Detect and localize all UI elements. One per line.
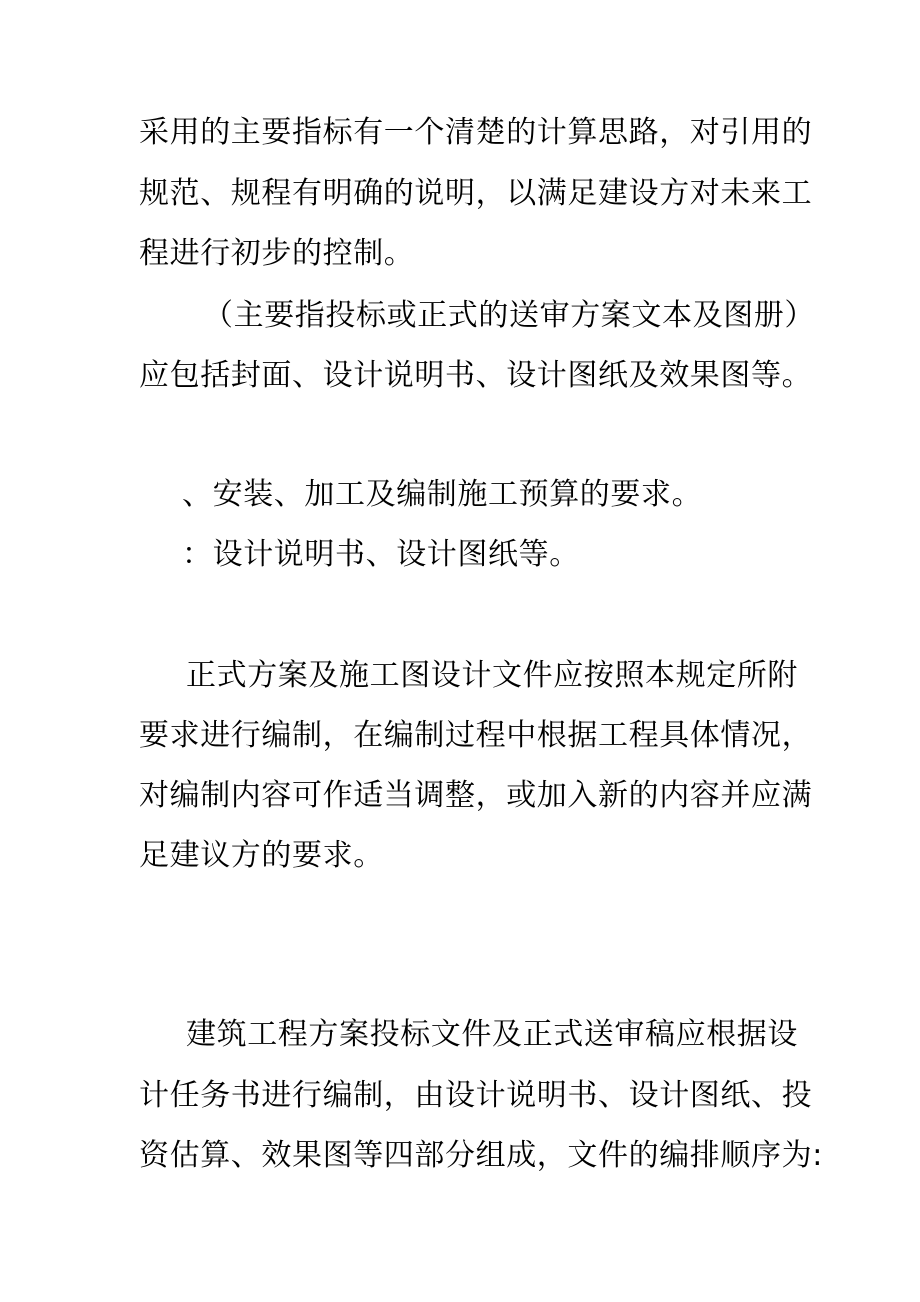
paragraph-2-line-1: （主要指投标或正式的送审方案文本及图册） <box>203 298 815 333</box>
paragraph-5-line-3: 资估算、效果图等四部分组成，文件的编排顺序为: <box>139 1138 823 1173</box>
paragraph-4-line-4: 足建议方的要求。 <box>139 838 384 873</box>
paragraph-1-line-3: 程进行初步的控制。 <box>139 236 415 271</box>
paragraph-4-line-2: 要求进行编制，在编制过程中根据工程具体情况， <box>139 718 813 753</box>
paragraph-5-line-2: 计任务书进行编制，由设计说明书、设计图纸、投 <box>139 1078 813 1113</box>
paragraph-4-line-1: 正式方案及施工图设计文件应按照本规定所附 <box>186 658 798 693</box>
paragraph-2-line-2: 应包括封面、设计说明书、设计图纸及效果图等。 <box>139 358 813 393</box>
paragraph-4-line-3: 对编制内容可作适当调整，或加入新的内容并应满 <box>139 778 813 813</box>
paragraph-3-line-1: 、安装、加工及编制施工预算的要求。 <box>182 477 703 512</box>
paragraph-1-line-2: 规范、规程有明确的说明，以满足建设方对未来工 <box>139 176 813 211</box>
paragraph-5-line-1: 建筑工程方案投标文件及正式送审稿应根据设 <box>186 1017 798 1052</box>
paragraph-1-line-1: 采用的主要指标有一个清楚的计算思路，对引用的 <box>139 115 813 150</box>
paragraph-3-line-2: ：设计说明书、设计图纸等。 <box>182 537 580 572</box>
